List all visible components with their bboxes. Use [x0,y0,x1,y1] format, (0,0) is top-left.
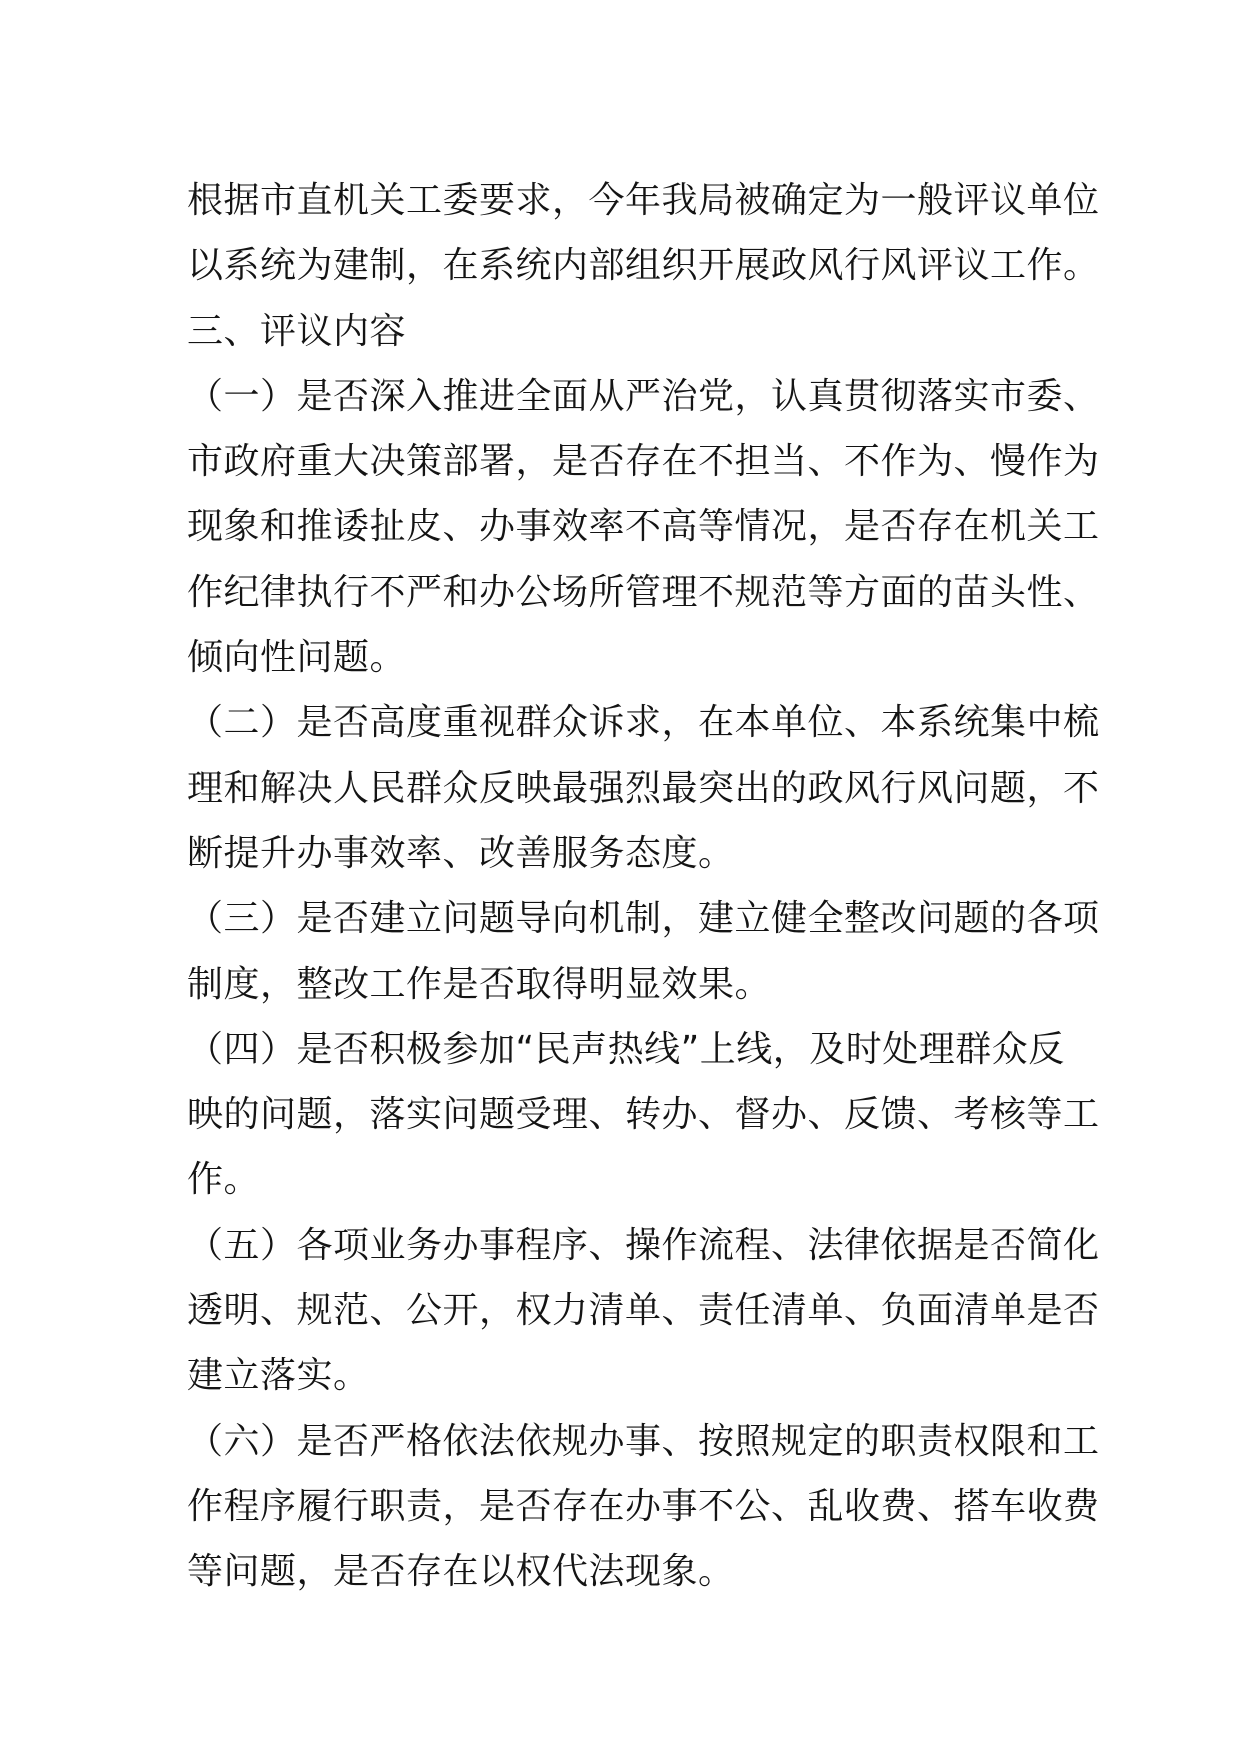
paragraph-line: 制度，整改工作是否取得明显效果。 [187,963,772,1005]
paragraph-line: （五）各项业务办事程序、操作流程、法律依据是否简化 [187,1224,1100,1266]
paragraph-line: 根据市直机关工委要求，今年我局被确定为一般评议单位 [187,180,1100,221]
paragraph-line: 以系统为建制，在系统内部组织开展政风行风评议工作。 [187,245,1100,287]
paragraph-line: （六）是否严格依法依规办事、按照规定的职责权限和工 [187,1420,1100,1462]
paragraph-line: 作纪律执行不严和办公场所管理不规范等方面的苗头性、 [187,571,1100,613]
paragraph-line: （三）是否建立问题导向机制，建立健全整改问题的各项 [187,898,1100,940]
paragraph-line: 映的问题，落实问题受理、转办、督办、反馈、考核等工 [187,1094,1100,1136]
paragraph-line: 断提升办事效率、改善服务态度。 [187,832,735,874]
paragraph-line: 理和解决人民群众反映最强烈最突出的政风行风问题，不 [187,767,1100,809]
paragraph-line: 透明、规范、公开，权力清单、责任清单、负面清单是否 [187,1290,1100,1332]
paragraph-line: 作程序履行职责，是否存在办事不公、乱收费、搭车收费 [187,1485,1100,1527]
paragraph-line: 等问题，是否存在以权代法现象。 [187,1551,735,1593]
paragraph-line: 倾向性问题。 [187,637,407,679]
paragraph-line: 建立落实。 [187,1355,370,1397]
paragraph-line: （一）是否深入推进全面从严治党，认真贯彻落实市委、 [187,375,1100,417]
paragraph-line: （四）是否积极参加“民声热线”上线，及时处理群众反 [187,1028,1065,1070]
section-heading: 三、评议内容 [187,310,407,352]
paragraph-line: 作。 [187,1159,261,1201]
paragraph-line: 市政府重大决策部署，是否存在不担当、不作为、慢作为 [187,441,1100,483]
paragraph-line: （二）是否高度重视群众诉求，在本单位、本系统集中梳 [187,702,1100,744]
paragraph-line: 现象和推诿扯皮、办事效率不高等情况，是否存在机关工 [187,506,1100,548]
document-body [187,168,1100,1605]
